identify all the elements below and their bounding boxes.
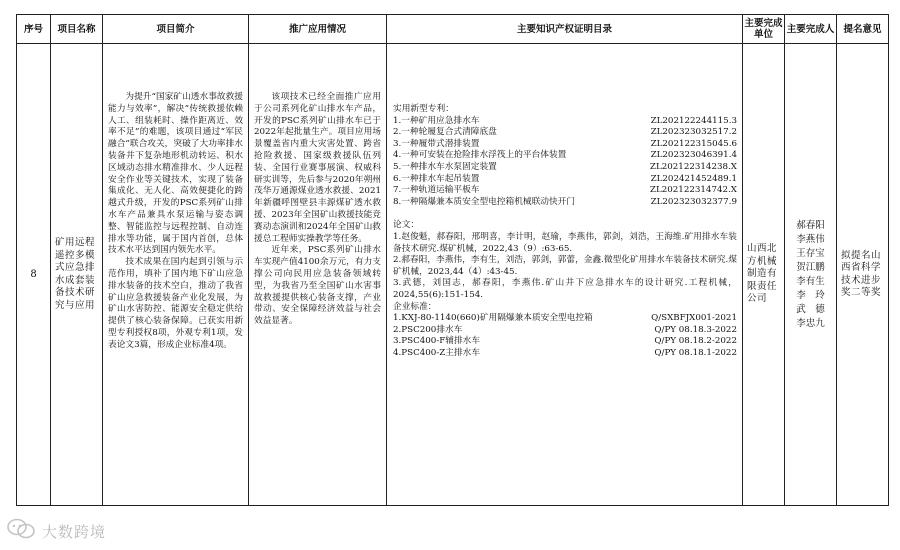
- standard-title: 2.PSC200排水车: [393, 324, 463, 335]
- patent-title: 1.一种矿用应急排水车: [393, 115, 480, 126]
- ipr-list: [387, 44, 742, 363]
- patent-title: 3.一种履带式潜排装置: [393, 138, 480, 149]
- row-ipr-cell: [387, 44, 743, 506]
- patent-item: [393, 127, 737, 139]
- patent-item: [393, 162, 737, 174]
- person-name: 贺江鹏: [796, 261, 825, 273]
- header-application: 推广应用情况: [249, 15, 387, 44]
- watermark-text: 大数跨境: [42, 522, 107, 541]
- table-row: [17, 44, 889, 506]
- completion-unit: 山西北方机械制造有限责任公司: [747, 243, 778, 305]
- person-name: 李 玲: [796, 289, 825, 301]
- standard-item: [393, 348, 737, 360]
- spacer: [393, 208, 737, 220]
- patent-item: [393, 174, 737, 186]
- row-recommendation-cell: [837, 44, 889, 506]
- application-paragraph-1: 该项技术已经全面推广应用于公司系列化矿山排水车产品，开发的PSC系列矿山排水车已于2022年起批量生产。项目应用场景覆盖省内重大灾害处置、跨省抢险救援、国家级救援队伍列装、全国行业赛事展演、权威科研实训等，先后参与2020年朔州茂华万通源煤业透水救援、2021年新疆呼图壁县丰源煤矿透水救援、2023年全国矿山救援技能竞赛动态演训和2024年全国矿山救援总工程师实操教学等任务。: [254, 92, 381, 244]
- patent-number: ZL202122244115.3: [650, 115, 737, 126]
- application-paragraph-2: 近年来，PSC系列矿山排水车实现产值4100余万元，有力支撑公司向民用应急装备领域转型，为我省乃至全国矿山水害事故救援提供核心装备支撑，产业带动、安全保障经济效益与社会效益显著。: [254, 245, 381, 327]
- row-persons-cell: [785, 44, 837, 506]
- patent-title: 8.一种隔爆兼本质安全型电控箱机械联动快开门: [393, 196, 576, 207]
- person-name: 李忠九: [796, 317, 825, 329]
- header-seq: 序号: [17, 15, 51, 44]
- patent-number: ZL202122315045.6: [650, 138, 737, 149]
- header-ipr: 主要知识产权证明目录: [387, 15, 743, 44]
- brief-paragraph-2: 技术成果在国内起到引领与示范作用，填补了国内地下矿山应急排水装备的技术空白，推动了我省矿山应急救援装备产业化发展，为矿山水害防控、能源安全稳定供给提供了核心装备保障。已获实用新型专利授权8项，外观专利1项，发表论文3篇，形成企业标准4项。: [108, 257, 243, 350]
- standard-number: Q/SXBFJX001-2021: [651, 313, 737, 324]
- person-name: 王存宝: [796, 247, 825, 259]
- person-name: 武 德: [796, 303, 825, 315]
- brief-paragraph-1: 为提升“国家矿山透水事故救援能力与效率”，解决“传统救援依赖人工、组装耗时、操作距离近、效率不足”的难题，该项目通过“军民融合”联合攻关，突破了大功率排水装备井下复杂地形机动转运、积水区域动态排水精准排水、少人远程安全作业等关键技术，实现了装备集成化、无人化、高效便捷化的跨越式升级，开发的PSC系列矿山排水车产品兼具水泵运输与姿态调整、智能监控与远程控制、自动连排水等功能，属于国内首创，总体技术水平达到国内领先水平。: [108, 92, 243, 256]
- row-name-cell: [51, 44, 103, 506]
- standard-number: Q/PY 08.18.2-2022: [654, 336, 737, 347]
- standard-item: [393, 313, 737, 325]
- standard-number: Q/PY 08.18.3-2022: [654, 324, 737, 335]
- watermark: [6, 517, 106, 545]
- standard-heading: 企业标准：: [393, 301, 437, 312]
- patent-title: 4.一种可安装在抢险排水浮筏上的平台体装置: [393, 150, 567, 161]
- patent-title: 2.一种轮履复合式清障底盘: [393, 127, 497, 138]
- person-name: 李燕伟: [796, 233, 825, 245]
- document-page: [16, 14, 888, 506]
- recommendation: 拟提名山西省科学技术进步奖二等奖: [841, 249, 882, 298]
- project-table: [16, 14, 889, 506]
- patent-item: [393, 116, 737, 128]
- chat-bubble-icon: [6, 517, 36, 545]
- patent-item: [393, 150, 737, 162]
- patent-number: ZL202323032517.2: [650, 127, 737, 138]
- header-unit: 主要完成单位: [743, 15, 785, 44]
- person-name: 李有生: [796, 275, 825, 287]
- standard-number: Q/PY 08.18.1-2022: [654, 347, 737, 358]
- header-recommendation: 提名意见: [837, 15, 889, 44]
- row-brief-cell: [103, 44, 249, 506]
- standard-title: 4.PSC400-Z主排水车: [393, 347, 481, 358]
- patent-number: ZL202421452489.1: [650, 173, 737, 184]
- application-status: [249, 44, 386, 332]
- patent-item: [393, 185, 737, 197]
- patent-number: ZL202323046391.4: [650, 150, 737, 161]
- row-application-cell: [249, 44, 387, 506]
- table-header-row: [17, 15, 889, 44]
- person-name: 郝春阳: [796, 219, 825, 231]
- standard-item: [393, 325, 737, 337]
- header-persons: 主要完成人: [785, 15, 837, 44]
- patent-heading: 实用新型专利：: [393, 104, 454, 114]
- paper-item: 2.郝春阳，李燕伟，李有生，刘浩，郭剑，郭蕾，金鑫.微型化矿用排水车装备技术研究.煤矿机械，2023,44（4）:43-45.: [393, 255, 737, 277]
- patent-number: ZL202122314238.X: [649, 161, 737, 172]
- patent-title: 6.一种排水车起吊装置: [393, 173, 480, 184]
- paper-item: 3.武德，刘国志，郝春阳，李燕伟.矿山井下应急排水车的设计研究.工程机械，2024,55(6):151-154.: [393, 278, 737, 300]
- row-seq: 8: [17, 44, 51, 506]
- patent-item: [393, 197, 737, 209]
- paper-item: 1.赵俊魁，郝春阳，邢明喜，李计明，赵瑜，李燕伟，郭剑，刘浩，王海维.矿用排水车装备技术研究.煤矿机械，2022,43（9）:63-65.: [393, 231, 737, 254]
- row-unit-cell: [743, 44, 785, 506]
- patent-number: ZL202323032377.9: [650, 196, 737, 207]
- project-brief: [103, 44, 248, 356]
- patent-title: 7.一种轨道运输平板车: [393, 185, 480, 196]
- standard-item: [393, 336, 737, 348]
- standard-title: 3.PSC400-F辅排水车: [393, 336, 481, 347]
- standard-title: 1.KXJ-80-1140(660)矿用隔爆兼本质安全型电控箱: [393, 313, 593, 324]
- patent-item: [393, 139, 737, 151]
- patent-title: 5.一种排水车水泵固定装置: [393, 161, 497, 172]
- patent-number: ZL202122314742.X: [649, 185, 737, 196]
- paper-heading: 论文：: [393, 220, 420, 231]
- header-name: 项目名称: [51, 15, 103, 44]
- project-name: 矿用远程遥控多模式应急排水成套装备技术研究与应用: [55, 237, 96, 311]
- header-brief: 项目简介: [103, 15, 249, 44]
